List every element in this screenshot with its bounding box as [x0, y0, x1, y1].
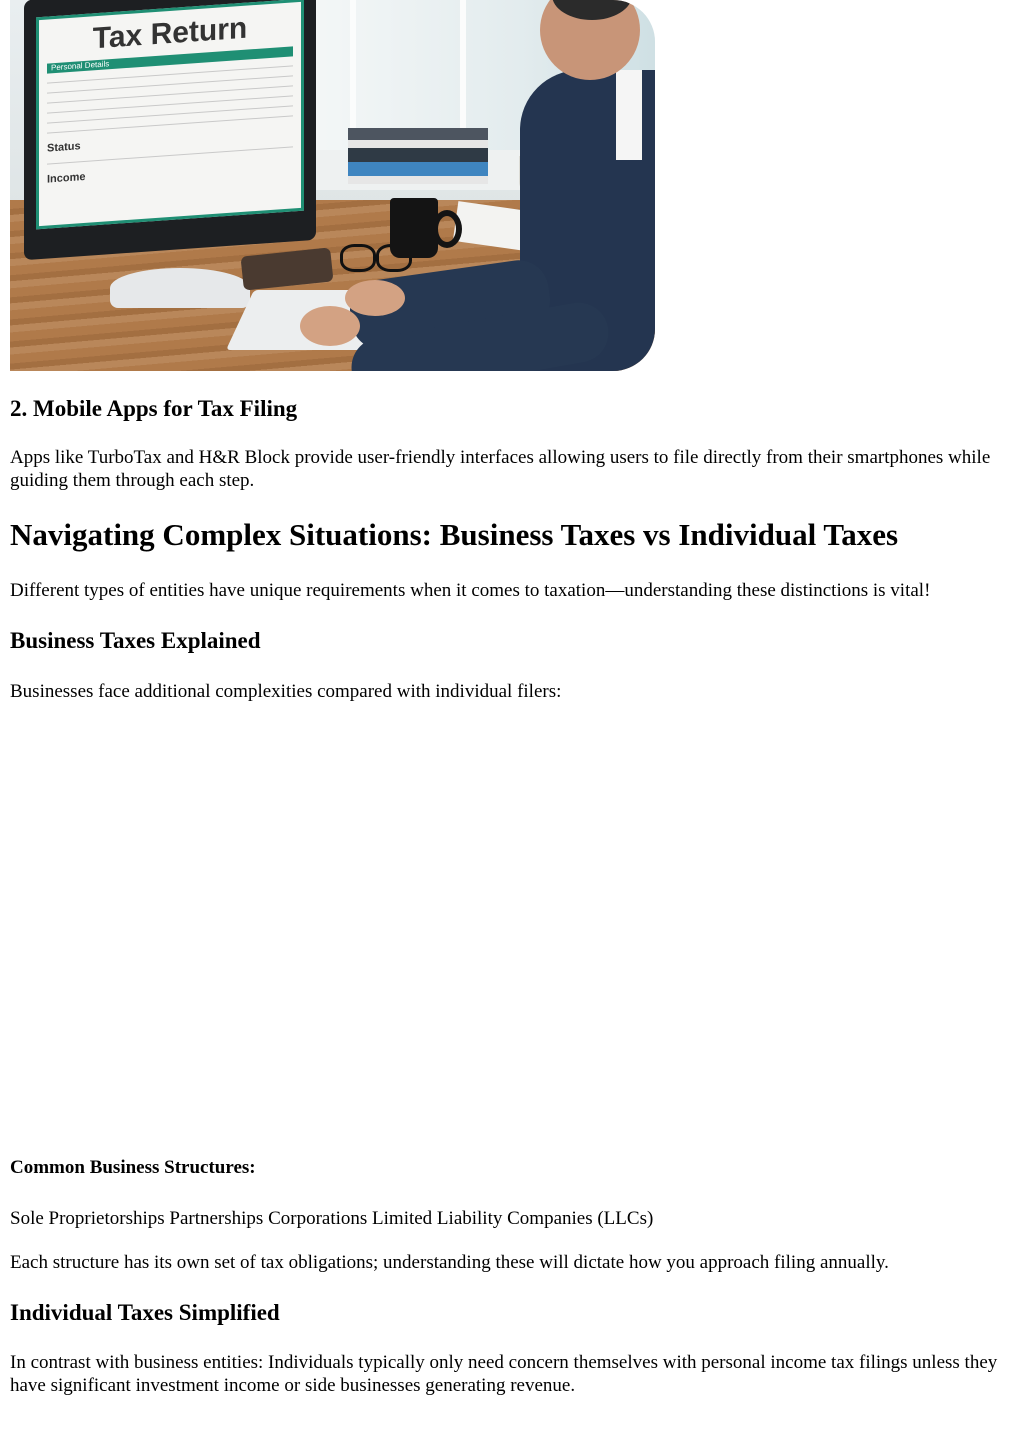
hand [345, 280, 405, 316]
screen-title: Tax Return [92, 11, 248, 56]
screen-section-bar: Personal Details [47, 46, 293, 73]
business-taxes-paragraph: Businesses face additional complexities compared with individual filers: [10, 681, 562, 702]
coffee-mug [390, 198, 438, 258]
mobile-apps-paragraph: Apps like TurboTax and H&R Block provide user-friendly interfaces allowing users to file directly from their smartphones while guiding them through each step. [10, 447, 991, 491]
individual-taxes-heading: Individual Taxes Simplified [10, 1300, 280, 1325]
tax-form-screen [36, 0, 304, 229]
navigating-paragraph: Different types of entities have unique requirements when it comes to taxation—understanding these distinctions is vital! [10, 580, 931, 601]
hand [300, 306, 360, 346]
business-structures-label: Common Business Structures: [10, 1157, 256, 1178]
navigating-heading: Navigating Complex Situations: Business Taxes vs Individual Taxes [10, 517, 899, 552]
tax-obligations-paragraph: Each structure has its own set of tax obligations; understanding these will dictate how you approach filing annually. [10, 1252, 889, 1273]
hero-image [10, 0, 655, 371]
individual-taxes-paragraph: In contrast with business entities: Individuals typically only need concern themselves with personal income tax filings unless they have significant investment income or side businesses generating revenue. [10, 1352, 998, 1396]
monitor-stand [110, 268, 250, 308]
business-taxes-heading: Business Taxes Explained [10, 628, 261, 653]
screen-income-label: Income [47, 170, 86, 186]
book-stack [348, 128, 488, 184]
business-structures-list: Sole Proprietorships Partnerships Corporations Limited Liability Companies (LLCs) [10, 1208, 654, 1229]
screen-status-label: Status [47, 140, 81, 155]
computer-monitor [24, 0, 316, 260]
mobile-apps-heading: 2. Mobile Apps for Tax Filing [10, 396, 298, 421]
